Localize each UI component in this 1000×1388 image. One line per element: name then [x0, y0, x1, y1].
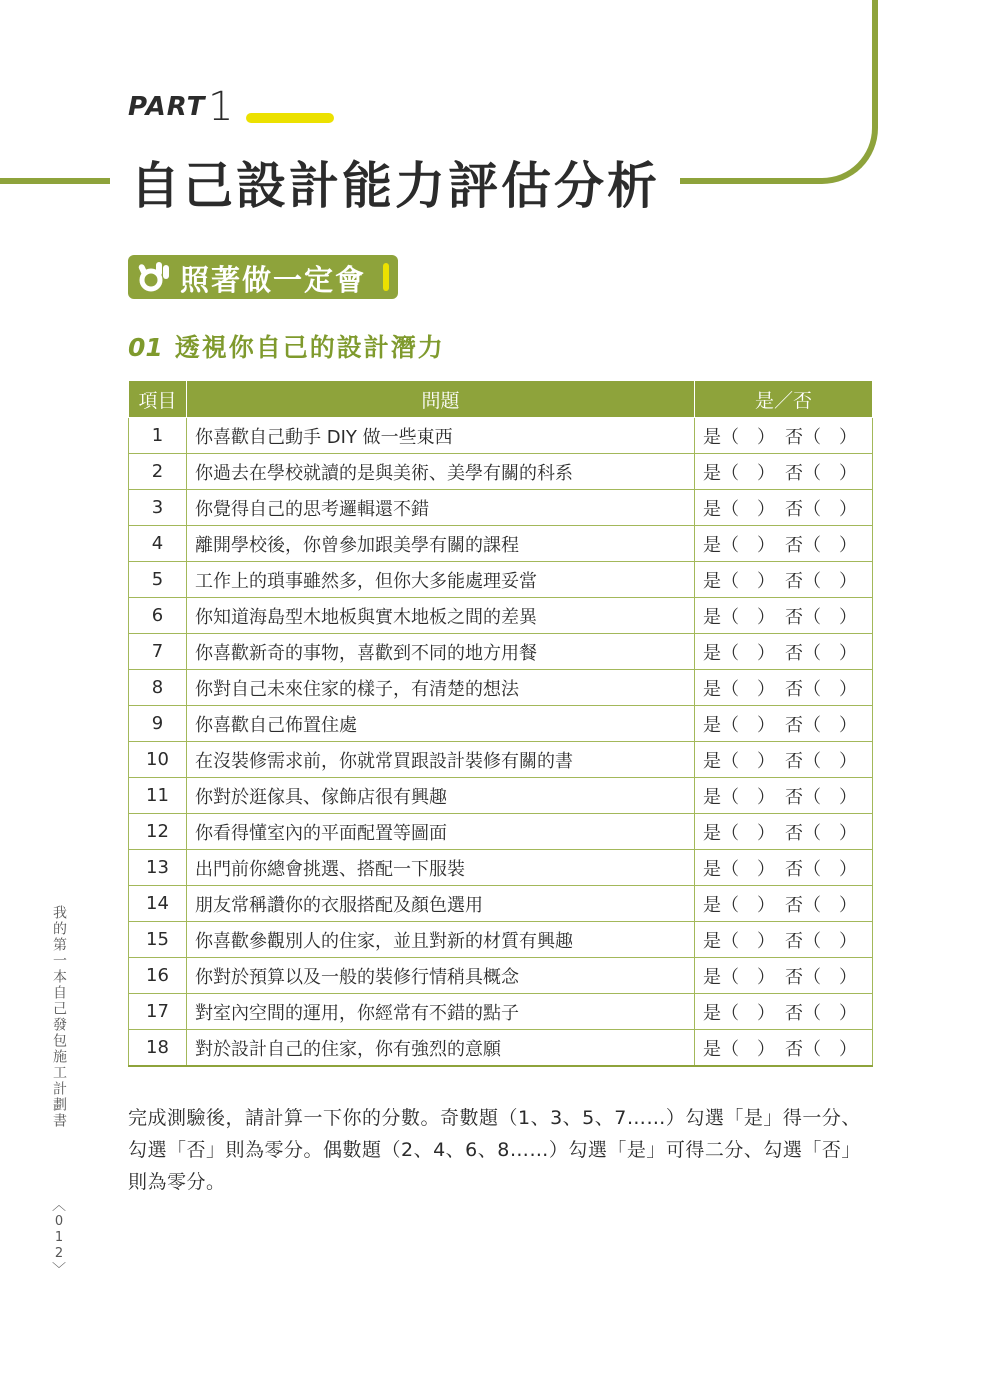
yes-checkbox[interactable]: 是（ ） [703, 822, 775, 844]
table-row [129, 562, 873, 598]
yes-no-cell [695, 598, 873, 634]
no-checkbox[interactable]: 否（ ） [785, 570, 857, 592]
header-item: 項目 [129, 381, 187, 418]
row-question: 工作上的瑣事雖然多，但你大多能處理妥當 [187, 562, 695, 598]
yes-no-cell [695, 706, 873, 742]
row-number: 3 [129, 490, 187, 526]
yes-checkbox[interactable]: 是（ ） [703, 642, 775, 664]
yes-no-cell [695, 850, 873, 886]
yes-no-cell [695, 922, 873, 958]
no-checkbox[interactable]: 否（ ） [785, 894, 857, 916]
yes-checkbox[interactable]: 是（ ） [703, 786, 775, 808]
scoring-instructions: 完成測驗後，請計算一下你的分數。奇數題（1、3、5、7……）勾選「是」得一分、勾選「否」則為零分。偶數題（2、4、6、8……）勾選「是」可得二分、勾選「否」則為零分。 [128, 1107, 861, 1193]
table-row [129, 886, 873, 922]
page-number [49, 1198, 69, 1278]
row-number: 6 [129, 598, 187, 634]
table-row [129, 706, 873, 742]
row-question: 你喜歡自己佈置住處 [187, 706, 695, 742]
table-row [129, 1030, 873, 1067]
row-question: 你對於預算以及一般的裝修行情稍具概念 [187, 958, 695, 994]
row-question: 出門前你總會挑選、搭配一下服裝 [187, 850, 695, 886]
table-row [129, 418, 873, 454]
header-yes-no: 是／否 [695, 381, 873, 418]
row-number: 7 [129, 634, 187, 670]
row-question: 對室內空間的運用，你經常有不錯的點子 [187, 994, 695, 1030]
yes-checkbox[interactable]: 是（ ） [703, 894, 775, 916]
yes-no-cell [695, 454, 873, 490]
yes-no-cell [695, 526, 873, 562]
row-question: 你喜歡參觀別人的住家，並且對新的材質有興趣 [187, 922, 695, 958]
row-number: 17 [129, 994, 187, 1030]
row-number: 2 [129, 454, 187, 490]
part-number: 1 [208, 84, 234, 130]
row-number: 5 [129, 562, 187, 598]
row-question: 你對自己未來住家的樣子，有清楚的想法 [187, 670, 695, 706]
table-body [129, 418, 873, 1067]
row-number: 18 [129, 1030, 187, 1067]
section-number: 01 [128, 333, 163, 362]
row-number: 10 [129, 742, 187, 778]
row-question: 你過去在學校就讀的是與美術、美學有關的科系 [187, 454, 695, 490]
row-question: 你覺得自己的思考邏輯還不錯 [187, 490, 695, 526]
table-row [129, 490, 873, 526]
no-checkbox[interactable]: 否（ ） [785, 498, 857, 520]
no-checkbox[interactable]: 否（ ） [785, 1038, 857, 1060]
row-number: 1 [129, 418, 187, 454]
table-row [129, 778, 873, 814]
no-checkbox[interactable]: 否（ ） [785, 642, 857, 664]
yes-checkbox[interactable]: 是（ ） [703, 858, 775, 880]
yes-no-cell [695, 634, 873, 670]
row-question: 你喜歡自己動手 DIY 做一些東西 [187, 418, 695, 454]
row-number: 15 [129, 922, 187, 958]
no-checkbox[interactable]: 否（ ） [785, 714, 857, 736]
table-row [129, 994, 873, 1030]
no-checkbox[interactable]: 否（ ） [785, 426, 857, 448]
row-number: 14 [129, 886, 187, 922]
no-checkbox[interactable]: 否（ ） [785, 606, 857, 628]
row-number: 16 [129, 958, 187, 994]
row-number: 12 [129, 814, 187, 850]
yes-checkbox[interactable]: 是（ ） [703, 1002, 775, 1024]
yes-checkbox[interactable]: 是（ ） [703, 966, 775, 988]
table-row [129, 526, 873, 562]
yes-no-cell [695, 814, 873, 850]
yes-checkbox[interactable]: 是（ ） [703, 714, 775, 736]
yes-no-cell [695, 958, 873, 994]
table-header-row [129, 381, 873, 418]
table-row [129, 598, 873, 634]
yes-checkbox[interactable]: 是（ ） [703, 930, 775, 952]
part-label: PART [128, 92, 206, 122]
no-checkbox[interactable]: 否（ ） [785, 1002, 857, 1024]
row-question: 你對於逛傢具、傢飾店很有興趣 [187, 778, 695, 814]
no-checkbox[interactable]: 否（ ） [785, 534, 857, 556]
section-heading [128, 328, 445, 364]
table-row [129, 814, 873, 850]
yes-no-cell [695, 418, 873, 454]
yes-checkbox[interactable]: 是（ ） [703, 1038, 775, 1060]
no-checkbox[interactable]: 否（ ） [785, 930, 857, 952]
yes-checkbox[interactable]: 是（ ） [703, 534, 775, 556]
badge-accent-bar [383, 263, 389, 291]
yes-checkbox[interactable]: 是（ ） [703, 498, 775, 520]
table-row [129, 742, 873, 778]
row-number: 11 [129, 778, 187, 814]
page-digit: 0 [54, 1214, 64, 1229]
yes-no-cell [695, 490, 873, 526]
table-row [129, 670, 873, 706]
yes-no-cell [695, 1030, 873, 1067]
yes-no-cell [695, 670, 873, 706]
section-badge [128, 255, 398, 299]
row-question: 你知道海島型木地板與實木地板之間的差異 [187, 598, 695, 634]
table-row [129, 634, 873, 670]
quiz-table [128, 380, 873, 1067]
no-checkbox[interactable]: 否（ ） [785, 678, 857, 700]
table-row [129, 454, 873, 490]
table-row [129, 958, 873, 994]
yes-no-cell [695, 886, 873, 922]
yes-checkbox[interactable]: 是（ ） [703, 570, 775, 592]
page-caret-top: ︿ [52, 1198, 66, 1214]
yes-no-cell [695, 562, 873, 598]
part-underline-bar [246, 113, 334, 123]
page-digit: 2 [54, 1246, 64, 1261]
row-question: 在沒裝修需求前，你就常買跟設計裝修有關的書 [187, 742, 695, 778]
row-question: 你看得懂室內的平面配置等圖面 [187, 814, 695, 850]
section-title: 透視你自己的設計潛力 [174, 333, 445, 362]
row-number: 9 [129, 706, 187, 742]
page-digit: 1 [54, 1230, 64, 1245]
yes-checkbox[interactable]: 是（ ） [703, 750, 775, 772]
ok-hand-icon [134, 258, 172, 296]
row-number: 13 [129, 850, 187, 886]
yes-no-cell [695, 742, 873, 778]
row-question: 朋友常稱讚你的衣服搭配及顏色選用 [187, 886, 695, 922]
row-question: 離開學校後，你曾參加跟美學有關的課程 [187, 526, 695, 562]
row-question: 對於設計自己的住家，你有強烈的意願 [187, 1030, 695, 1067]
yes-checkbox[interactable]: 是（ ） [703, 678, 775, 700]
row-question: 你喜歡新奇的事物，喜歡到不同的地方用餐 [187, 634, 695, 670]
table-row [129, 922, 873, 958]
no-checkbox[interactable]: 否（ ） [785, 822, 857, 844]
table-row [129, 850, 873, 886]
yes-no-cell [695, 778, 873, 814]
row-number: 8 [129, 670, 187, 706]
yes-checkbox[interactable]: 是（ ） [703, 606, 775, 628]
yes-checkbox[interactable]: 是（ ） [703, 426, 775, 448]
no-checkbox[interactable]: 否（ ） [785, 750, 857, 772]
page-title: 自己設計能力評估分析 [130, 157, 660, 215]
badge-label: 照著做一定會 [180, 263, 367, 297]
yes-checkbox[interactable]: 是（ ） [703, 462, 775, 484]
header-question: 問題 [187, 381, 695, 418]
no-checkbox[interactable]: 否（ ） [785, 462, 857, 484]
book-title-vertical: 我的第一本自己發包施工計劃書 [51, 905, 67, 1129]
no-checkbox[interactable]: 否（ ） [785, 786, 857, 808]
no-checkbox[interactable]: 否（ ） [785, 966, 857, 988]
yes-no-cell [695, 994, 873, 1030]
no-checkbox[interactable]: 否（ ） [785, 858, 857, 880]
row-number: 4 [129, 526, 187, 562]
page-caret-bottom: ﹀ [52, 1262, 66, 1278]
